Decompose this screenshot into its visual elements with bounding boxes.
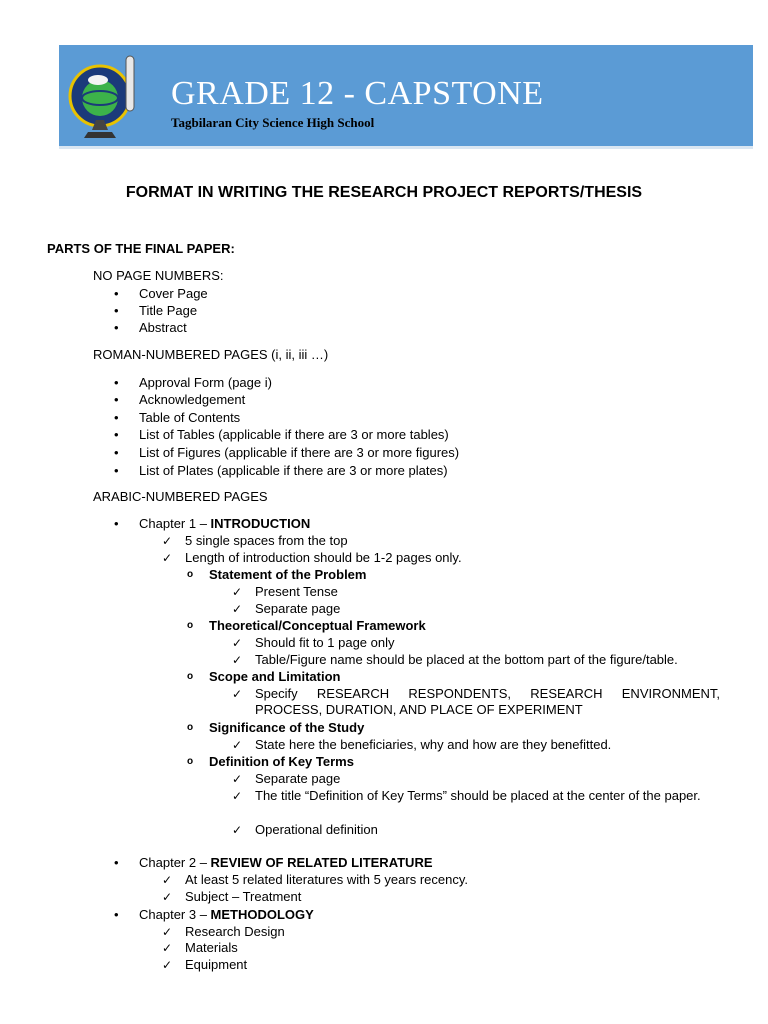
check-item: ✓ Operational definition (255, 822, 378, 838)
check-item: ✓ Table/Figure name should be placed at the bottom part of the figure/table. (255, 652, 678, 668)
chapter-1-prefix: Chapter 1 – (139, 516, 211, 531)
roman-heading: ROMAN-NUMBERED PAGES (i, ii, iii …) (93, 347, 329, 362)
section-heading: o Scope and Limitation (209, 669, 340, 685)
list-item: • Cover Page (139, 286, 208, 302)
chapter-2-name: REVIEW OF RELATED LITERATURE (210, 855, 433, 870)
check-item: ✓ Should fit to 1 page only (255, 635, 395, 651)
arabic-heading: ARABIC-NUMBERED PAGES (93, 489, 268, 504)
list-item: • Abstract (139, 320, 187, 336)
section-heading: o Statement of the Problem (209, 567, 366, 583)
document-title: FORMAT IN WRITING THE RESEARCH PROJECT REPORTS/THESIS (125, 184, 643, 201)
banner-title: GRADE 12 - CAPSTONE (171, 75, 544, 112)
chapter-2-prefix: Chapter 2 – (139, 855, 211, 870)
school-logo-icon (64, 48, 144, 144)
check-item: ✓ Materials (185, 940, 238, 956)
chapter-1-name: INTRODUCTION (210, 516, 311, 531)
school-name: Tagbilaran City Science High School (171, 115, 375, 130)
check-item: ✓ Present Tense (255, 584, 338, 600)
check-item: ✓ 5 single spaces from the top (185, 533, 348, 549)
chapter-1 (139, 516, 310, 532)
list-item: • List of Tables (applicable if there are 3 or more tables) (139, 427, 449, 443)
check-item: ✓ Subject – Treatment (185, 889, 301, 905)
check-item: ✓ The title “Definition of Key Terms” should be placed at the center of the paper. (255, 788, 720, 804)
chapter-3 (139, 907, 314, 923)
check-item: ✓ Separate page (255, 601, 340, 617)
section-heading: o Significance of the Study (209, 720, 364, 736)
list-item: • List of Figures (applicable if there are 3 or more figures) (139, 445, 459, 461)
check-item: ✓ Specify RESEARCH RESPONDENTS, RESEARCH ENVIRONMENT, PROCESS, DURATION, AND PLACE OF EXPERIMENT (255, 686, 720, 718)
check-item: ✓ Research Design (185, 924, 285, 940)
header-banner (59, 45, 753, 149)
section-heading: o Theoretical/Conceptual Framework (209, 618, 426, 634)
check-item: ✓ Equipment (185, 957, 247, 973)
section-heading: o Definition of Key Terms (209, 754, 354, 770)
list-item: • Acknowledgement (139, 392, 245, 408)
list-item: • Approval Form (page i) (139, 375, 272, 391)
list-item: • Table of Contents (139, 410, 240, 426)
chapter-3-name: METHODOLOGY (210, 907, 314, 922)
chapter-3-prefix: Chapter 3 – (139, 907, 211, 922)
check-item: ✓ Separate page (255, 771, 340, 787)
chapter-2 (139, 855, 433, 871)
list-item: • List of Plates (applicable if there are 3 or more plates) (139, 463, 448, 479)
list-item: • Title Page (139, 303, 197, 319)
check-item: ✓ State here the beneficiaries, why and how are they benefitted. (255, 737, 611, 753)
check-item: ✓ Length of introduction should be 1-2 pages only. (185, 550, 462, 566)
check-item: ✓ At least 5 related literatures with 5 years recency. (185, 872, 468, 888)
no-page-heading: NO PAGE NUMBERS: (93, 268, 224, 283)
parts-heading: PARTS OF THE FINAL PAPER: (47, 241, 235, 256)
